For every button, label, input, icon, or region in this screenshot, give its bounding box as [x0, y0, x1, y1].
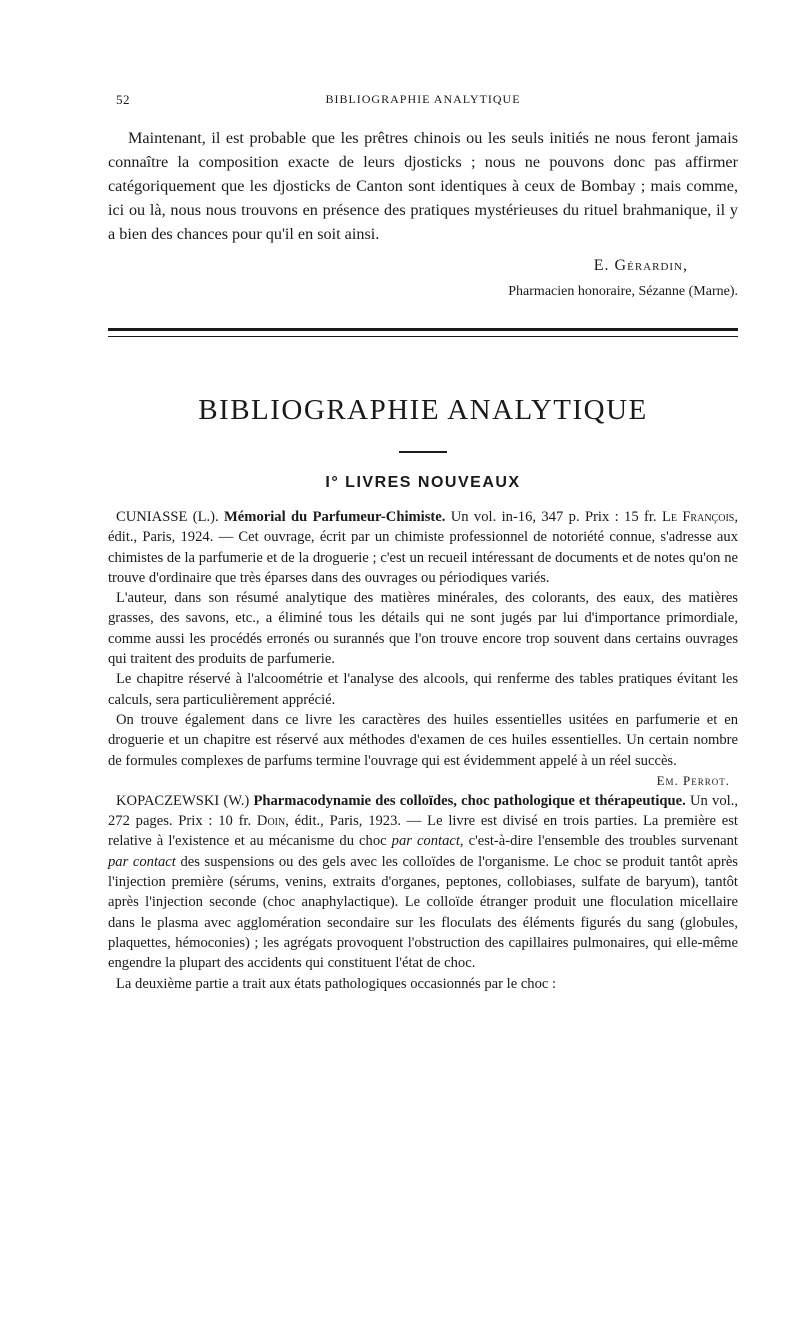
entry-2-heading — [108, 791, 738, 974]
intro-paragraph: Maintenant, il est probable que les prêtres chinois ou les seuls initiés ne nous feront jamais connaître la composition exacte de leurs djosticks ; nous ne pouvons donc pas affirmer catégoriquement que les djosticks de Canton sont identiques à ceux de Bombay ; mais comme, ici ou là, nous nous trouvons en présence des pratiques mystérieuses du rituel brahmanique, il y a bien des chances pour qu'il en soit ainsi. — [108, 129, 738, 243]
separator-thick — [108, 328, 738, 331]
section-title: I° LIVRES NOUVEAUX — [325, 474, 521, 491]
entry-1-details-a: Un vol. in-16, 347 p. Prix : 15 fr. — [445, 509, 662, 525]
entry-1-details-b: , édit., Paris, 1924. — Cet ouvrage, écrit par un chimiste professionnel de notoriété connue, s'adresse aux chimistes de la parfumerie et de la droguerie ; c'est un recueil intéressant de documents et de notes qu'on ne trouve d'ordinaire que très éparses dans des ouvrages ou périodiques variés. — [108, 509, 738, 586]
entry-1-paragraph-2: L'auteur, dans son résumé analytique des matières minérales, des colorants, des eaux, des matières grasses, des savons, etc., a éliminé tous les détails qui ne sont jugés par lui d'importance primordiale, comme aussi les procédés erronés ou surannés que l'on trouve encore trop souvent dans certains ouvrages qui traitent des produits de parfumerie. — [108, 590, 738, 668]
entry-2-italic-2: par contact — [108, 853, 176, 870]
page-number: 52 — [116, 92, 130, 107]
entry-1-heading — [108, 507, 738, 588]
entry-2-author: KOPACZEWSKI (W.) — [116, 792, 250, 809]
entry-2-italic-1: par contact — [391, 833, 460, 850]
entry-2-publisher: Doin — [256, 813, 286, 830]
entry-2-details-c: , c'est-à-dire l'ensemble des troubles survenant — [459, 833, 738, 850]
entry-2-details-d: des suspensions ou des gels avec les colloïdes de l'organisme. Le choc se produit tantôt après l'injection première (sérums, venins, extraits d'organes, peptones, collobiases, sulfate de baryum), tantôt après l'injection seconde (choc anaphylactique). Le colloïde étranger produit une floculation micellaire dans le plasma avec agglomération secondaire sur les floculats des éléments figurés du sang (globules, plaquettes, hémoconies) ; les agrégats provoquent l'obstruction des capillaires pulmonaires, qui elle-même engendre la plupart des accidents qui constituent l'état de choc. — [108, 853, 738, 972]
entries — [108, 507, 738, 994]
main-title: BIBLIOGRAPHIE ANALYTIQUE — [198, 394, 648, 426]
entry-1-title: Mémorial du Parfumeur-Chimiste. — [224, 509, 446, 525]
entry-1-author: CUNIASSE (L.). — [116, 509, 219, 525]
entry-2-title: Pharmacodynamie des colloïdes, choc pathologique et thérapeutique. — [253, 792, 686, 809]
title-underline — [399, 451, 447, 453]
page-header — [108, 92, 738, 114]
entry-1-publisher: Le François — [661, 509, 735, 525]
signature-name: E. Gérardin, — [593, 257, 688, 274]
entry-2-details-b: , édit., Paris, 1923. — Le livre est divisé en trois parties. La première est relative à l'existence et au mécanisme du choc — [108, 813, 738, 850]
signature-affiliation: Pharmacien honoraire, Sézanne (Marne). — [508, 284, 738, 299]
entry-1-paragraph-3: Le chapitre réservé à l'alcoométrie et l'analyse des alcools, qui renferme des tables pratiques évitant les calculs, sera particulièrement apprécié. — [108, 671, 738, 708]
entry-2-details-a: Un vol., 272 pages. Prix : 10 fr. — [108, 792, 738, 830]
entry-1-signoff: Em. Perrot. — [656, 772, 730, 788]
separator-thin — [108, 336, 738, 337]
running-title: BIBLIOGRAPHIE ANALYTIQUE — [325, 92, 521, 106]
page — [108, 92, 738, 994]
entry-2-paragraph-2: La deuxième partie a trait aux états pathologiques occasionnés par le choc : — [116, 975, 557, 992]
entry-1-paragraph-4: On trouve également dans ce livre les caractères des huiles essentielles usitées en parfumerie et en droguerie et un chapitre est réservé aux méthodes d'examen de ces huiles essentielles. Un certain nombre de formules complexes de parfums termine l'ouvrage qui est évidemment appelé à un réel succès. — [108, 711, 738, 769]
